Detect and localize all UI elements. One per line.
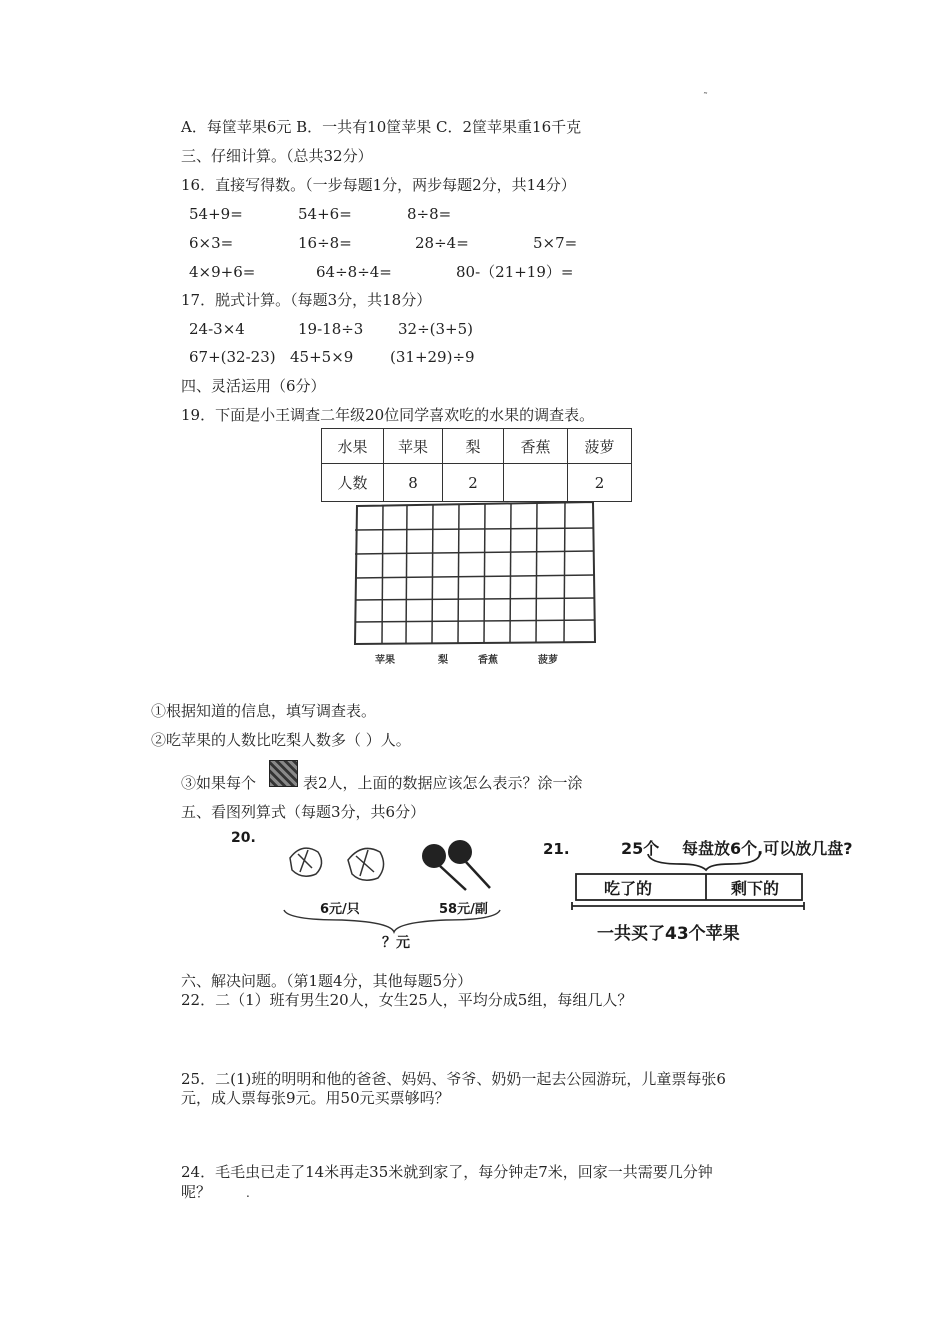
grid-label: 苹果: [375, 655, 395, 666]
table-cell: 梨: [443, 429, 504, 464]
q21-total: 一共买了43个苹果: [597, 924, 740, 944]
grid-label: 香蕉: [478, 655, 498, 666]
q16-title: 16．直接写得数。（一步每题1分，两步每题2分，共14分）: [181, 176, 576, 194]
q19-sub1: ①根据知道的信息，填写调查表。: [151, 702, 377, 720]
table-row: [322, 429, 632, 464]
bar-grid-figure: [345, 500, 601, 650]
table-cell: 香蕉: [504, 429, 568, 464]
q16-item: 64÷8÷4=: [316, 263, 392, 281]
q16-item: 54+9=: [189, 205, 243, 223]
q24-line1: 24．毛毛虫已走了14米再走35米就到家了，每分钟走7米，回家一共需要几分钟: [181, 1163, 713, 1181]
q25-line1: 25．二(1)班的明明和他的爸爸、妈妈、爷爷、奶奶一起去公园游玩，儿童票每张6: [181, 1070, 726, 1088]
section5-title: 五、看图列算式（每题3分，共6分）: [181, 803, 426, 821]
grid-label: 梨: [438, 655, 448, 666]
q21-question: 每盘放6个,可以放几盘?: [682, 839, 853, 858]
table-cell: 2: [568, 464, 632, 502]
q17-title: 17．脱式计算。（每题3分，共18分）: [181, 291, 432, 309]
table-cell: 水果: [322, 429, 384, 464]
corner-mark: ˜: [703, 92, 708, 103]
q19-sub3-a: ③如果每个: [181, 774, 257, 792]
q17-item: 19-18÷3: [298, 320, 364, 338]
q16-item: 28÷4=: [415, 234, 469, 252]
q19-sub3-b: 表2人，上面的数据应该怎么表示？涂一涂: [303, 774, 583, 792]
q16-item: 5×7=: [533, 234, 578, 252]
q17-item: 32÷(3+5): [398, 320, 474, 338]
q19-title: 19．下面是小王调查二年级20位同学喜欢吃的水果的调查表。: [181, 406, 595, 424]
section6-title: 六、解决问题。（第1题4分，其他每题5分）: [181, 972, 473, 990]
section3-title: 三、仔细计算。（总共32分）: [181, 147, 373, 165]
q17-item: (31+29)÷9: [390, 348, 475, 366]
q24-line2: 呢？: [181, 1183, 212, 1201]
section4-title: 四、灵活运用（6分）: [181, 377, 326, 395]
table-cell: [504, 464, 568, 502]
table-cell: 人数: [322, 464, 384, 502]
toy-icon: [348, 848, 384, 880]
survey-table: [321, 428, 632, 502]
q16-item: 80-（21+19）=: [456, 263, 574, 281]
table-cell: 菠萝: [568, 429, 632, 464]
q24-dot: .: [246, 1186, 250, 1200]
q19-sub2: ②吃苹果的人数比吃梨人数多（ ）人。: [151, 731, 411, 749]
table-cell: 8: [384, 464, 443, 502]
q20-price1: 6元/只: [320, 902, 360, 917]
q20-price2: 58元/副: [439, 902, 488, 917]
q17-item: 67+(32-23): [189, 348, 276, 366]
q21-number: 21.: [543, 840, 570, 858]
mosaic-icon: [269, 760, 298, 787]
q25-line2: 元，成人票每张9元。用50元买票够吗？: [181, 1089, 450, 1107]
q16-item: 4×9+6=: [189, 263, 256, 281]
q16-item: 8÷8=: [407, 205, 452, 223]
q21-left: 剩下的: [731, 879, 780, 898]
q15-options: A．每筐苹果6元 B．一共有10筐苹果 C．2筐苹果重16千克: [181, 118, 582, 136]
table-cell: 2: [443, 464, 504, 502]
q16-item: 16÷8=: [298, 234, 352, 252]
q22-text: 22．二（1）班有男生20人，女生25人，平均分成5组，每组几人？: [181, 991, 633, 1009]
q16-item: 6×3=: [189, 234, 234, 252]
q21-eaten: 吃了的: [604, 879, 653, 898]
table-row: [322, 464, 632, 502]
racket-icon: [422, 840, 490, 890]
q16-item: 54+6=: [298, 205, 352, 223]
q17-item: 24-3×4: [189, 320, 245, 338]
q20-number: 20.: [231, 830, 256, 846]
q21-top-count: 25个: [621, 839, 660, 858]
q17-item: 45+5×9: [290, 348, 354, 366]
q20-total: ？元: [382, 935, 410, 951]
grid-label: 菠萝: [538, 655, 558, 666]
toy-icon: [290, 848, 322, 876]
table-cell: 苹果: [384, 429, 443, 464]
